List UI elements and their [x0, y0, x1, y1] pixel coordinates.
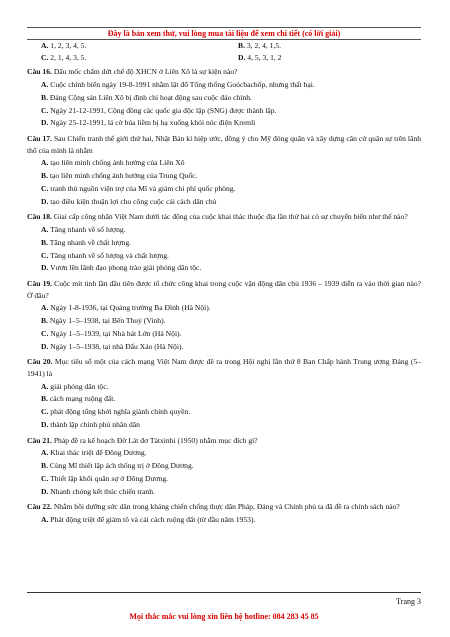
question-21: Câu 21. Pháp đề ra kế hoạch Đờ Lát đơ Tátxinhi (1950) nhằm mục đích gì? — [27, 435, 258, 445]
question-19: Câu 19. Cuộc mít tinh lần đầu tiên được tổ chức công khai trong cuộc vận động dân chủ 1936 – 1939 diễn ra vào thời gian nào? Ở đâu? — [27, 278, 421, 300]
option-b: B. cách mạng ruộng đất. — [41, 394, 116, 404]
option-b: B. tạo liên minh chống ảnh hưởng của Trung Quốc. — [41, 171, 198, 181]
question-16: Câu 16. Dấu mốc chấm dứt chế độ XHCN ở Liên Xô là sự kiện nào? — [27, 67, 238, 77]
prev-options-row-2 — [27, 52, 421, 64]
option-a: A. Khai thác triệt để Đông Dương. — [41, 448, 147, 458]
option-b: B. Tăng nhanh về chất lượng. — [41, 237, 132, 247]
hotline-banner: Mọi thắc mắc vui lòng xin liên hệ hotline: 084 283 45 85 — [129, 612, 319, 621]
option-d: D. Nhanh chóng kết thúc chiến tranh. — [41, 486, 155, 496]
option-a: A. giải phóng dân tộc. — [41, 381, 109, 391]
option-d: D. tạo điều kiện thuận lợi cho công cuộc cải cách dân chủ — [41, 196, 217, 206]
option-c: C. 2, 1, 4, 3, 5. — [41, 52, 87, 62]
footer-divider — [27, 592, 421, 593]
option-c: C. Ngày 1–5–1939, tại Nhà hát Lớn (Hà Nội). — [41, 328, 182, 338]
option-c: C. tranh thủ nguồn viện trợ của Mĩ và giảm chi phí quốc phòng. — [41, 183, 236, 193]
option-d: D. 4, 5, 3, 1, 2 — [238, 52, 282, 62]
option-d: D. Ngày 25-12-1991, lá cờ búa liềm bị hạ xuống khỏi nóc điện Kremli — [41, 118, 256, 128]
option-a: A. Cuộc chính biến ngày 19-8-1991 nhằm lật đổ Tổng thống Goócbachốp, nhưng thất bại. — [41, 79, 315, 89]
option-d: D. Ngày 1–5–1938, tại nhà Đấu Xảo (Hà Nội). — [41, 341, 184, 351]
option-d: D. thành lập chính phủ nhân dân — [41, 419, 140, 429]
option-b: B. Đảng Cộng sản Liên Xô bị đình chỉ hoạt động sau cuộc đảo chính. — [41, 92, 252, 102]
preview-banner: Đây là bản xem thử, vui lòng mua tài liệu để xem chi tiết (có lời giải) — [27, 27, 421, 40]
option-c: C. Ngày 21-12-1991, Cộng đồng các quốc gia độc lập (SNG) được thành lập. — [41, 105, 277, 115]
option-a: A. Phát động triệt để giảm tô và cải cách ruộng đất (từ đầu năm 1953). — [41, 515, 256, 525]
page-content — [27, 40, 421, 526]
question-17: Câu 17. Sau Chiến tranh thế giới thứ hai, Nhật Bản kí hiệp ước, đồng ý cho Mỹ đóng quân và xây dựng căn cứ quân sự trên lãnh thổ của mình là nhằm — [27, 133, 421, 155]
option-b: B. 3, 2, 4, 1,5. — [238, 41, 282, 50]
question-20: Câu 20. Mục tiêu số một của cách mạng Việt Nam được đề ra trong Hội nghị lần thứ 8 Ban Chấp hành Trung ương Đảng (5–1941) là — [27, 357, 421, 378]
option-b: B. Cùng Mĩ thiết lập ách thống trị ở Đông Dương. — [41, 461, 194, 471]
option-d: D. Vươn lên lãnh đạo phong trào giải phóng dân tộc. — [41, 263, 202, 273]
option-c: C. Thiết lập khối quân sự ở Đông Dương. — [41, 473, 169, 483]
question-18: Câu 18. Giai cấp công nhân Việt Nam dưới tác động của cuộc khai thác thuộc địa lần thứ hai có sự chuyển biến như thế nào? — [27, 212, 408, 222]
option-a: A. Tăng nhanh về số lượng. — [41, 225, 126, 234]
option-a: A. 1, 2, 3, 4, 5. — [41, 41, 87, 50]
question-22: Câu 22. Nhằm bồi dưỡng sức dân trong kháng chiến chống thực dân Pháp, Đảng và Chính phủ ta đã đề ra chính sách nào? — [27, 502, 400, 512]
option-a: A. tạo liên minh chống ảnh hưởng của Liên Xô — [41, 158, 185, 168]
option-b: B. Ngày 1–5–1938, tại Bến Thuỷ (Vinh). — [41, 316, 166, 326]
option-a: A. Ngày 1-8-1936, tại Quảng trường Ba Đình (Hà Nội). — [41, 303, 211, 313]
option-c: C. phát động tổng khởi nghĩa giành chính quyền. — [41, 407, 191, 417]
option-c: C. Tăng nhanh về số lượng và chất lượng. — [41, 250, 169, 260]
prev-options-row-1 — [27, 40, 421, 52]
page-number: Trang 3 — [396, 597, 421, 606]
